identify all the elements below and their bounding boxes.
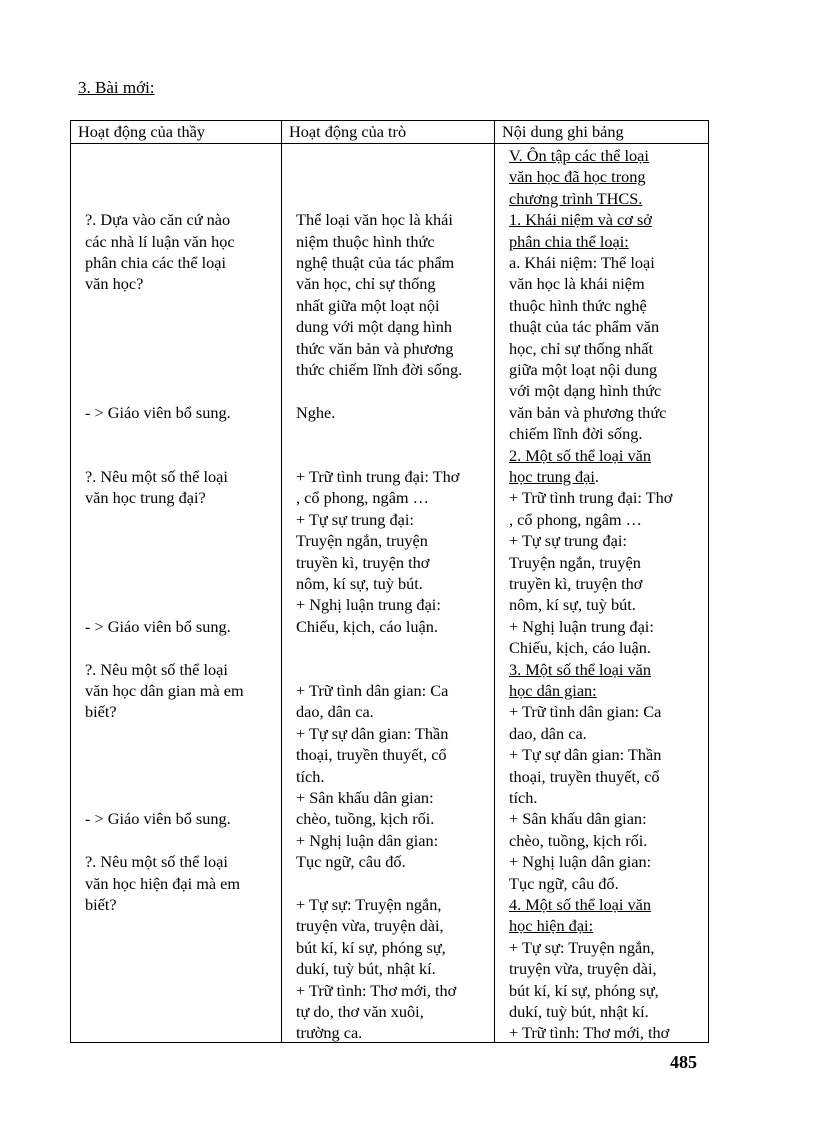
board-content-line bbox=[509, 209, 652, 230]
board-content-text: học dân gian: bbox=[509, 681, 597, 700]
board-content-text: nôm, kí sự, tuỳ bút. bbox=[509, 595, 636, 615]
student-activity-line bbox=[296, 680, 448, 701]
teacher-activity-line bbox=[85, 487, 206, 508]
board-content-text: phân chia thể loại: bbox=[509, 231, 629, 251]
student-activity-text: thức chiếm lĩnh đời sống. bbox=[296, 360, 463, 379]
student-activity-line bbox=[296, 209, 453, 230]
student-activity-text: + Nghị luận trung đại: bbox=[296, 595, 441, 615]
board-column bbox=[495, 144, 709, 1043]
student-activity-line bbox=[296, 338, 453, 359]
board-content-line bbox=[509, 530, 627, 551]
student-activity-text: tự do, thơ văn xuôi, bbox=[296, 1002, 424, 1021]
board-content-text: 3. Một số thể loại văn bbox=[509, 659, 651, 679]
board-content-text: văn học là khái niệm bbox=[509, 274, 645, 294]
student-activity-text: Nghe. bbox=[296, 402, 336, 422]
board-content-line bbox=[509, 487, 672, 508]
student-activity-line bbox=[296, 958, 436, 979]
board-content-text: học, chỉ sự thống nhất bbox=[509, 338, 654, 358]
student-activity-text: Tục ngữ, câu đố. bbox=[296, 852, 406, 872]
board-content-text: 1. Khái niệm và cơ sở bbox=[509, 210, 652, 230]
student-activity-text: niệm thuộc hình thức bbox=[296, 231, 435, 251]
student-activity-line bbox=[296, 851, 406, 872]
student-activity-text: + Tự sự trung đại: bbox=[296, 509, 414, 529]
student-activity-text: văn học, chỉ sự thống bbox=[296, 274, 436, 294]
board-content-text: + Trữ tình dân gian: Ca bbox=[509, 702, 662, 722]
teacher-activity-line bbox=[85, 231, 235, 252]
board-content-line bbox=[509, 744, 661, 765]
board-content-text: dukí, tuỳ bút, nhật kí. bbox=[509, 1002, 649, 1021]
section-heading: 3. Bài mới: bbox=[78, 78, 155, 97]
board-content-text: chiếm lĩnh đời sống. bbox=[509, 424, 643, 444]
header-student: Hoạt động của trò bbox=[282, 121, 495, 144]
board-content-line bbox=[509, 231, 629, 252]
student-activity-text: + Trữ tình dân gian: Ca bbox=[296, 681, 449, 700]
student-activity-text: + Nghị luận dân gian: bbox=[296, 830, 439, 850]
board-content-line bbox=[509, 316, 659, 337]
student-activity-text: tích. bbox=[296, 766, 325, 786]
student-activity-text: + Trữ tình trung đại: Thơ bbox=[296, 467, 460, 486]
board-content-line bbox=[509, 295, 647, 316]
student-activity-text: dukí, tuỳ bút, nhật kí. bbox=[296, 959, 436, 979]
student-activity-line bbox=[296, 295, 440, 316]
teacher-activity-text: ?. Nêu một số thể loại bbox=[85, 467, 228, 486]
board-content-line bbox=[509, 402, 666, 423]
board-content-text: thuộc hình thức nghệ bbox=[509, 295, 647, 315]
student-activity-text: , cổ phong, ngâm … bbox=[296, 488, 429, 508]
board-content-line bbox=[509, 466, 599, 487]
board-content-text: văn bản và phương thức bbox=[509, 402, 667, 422]
board-content-text: học hiện đại: bbox=[509, 916, 594, 936]
board-content-line bbox=[509, 616, 654, 637]
teacher-activity-text: - > Giáo viên bổ sung. bbox=[85, 616, 231, 636]
student-activity-text: + Trữ tình: Thơ mới, thơ bbox=[296, 980, 457, 1000]
board-content-line bbox=[509, 915, 593, 936]
board-content-line bbox=[509, 894, 651, 915]
student-activity-line bbox=[296, 402, 335, 423]
teacher-activity-text: biết? bbox=[85, 895, 117, 914]
teacher-activity-text: văn học hiện đại mà em bbox=[85, 873, 241, 893]
teacher-activity-text: - > Giáo viên bổ sung. bbox=[85, 809, 231, 829]
board-content-line bbox=[509, 423, 642, 444]
board-content-line bbox=[509, 766, 660, 787]
board-content-line bbox=[509, 787, 537, 808]
student-activity-text: dao, dân ca. bbox=[296, 702, 374, 722]
board-content-line bbox=[509, 1022, 669, 1043]
student-activity-text: Truyện ngắn, truyện bbox=[296, 531, 428, 551]
student-activity-line bbox=[296, 552, 429, 573]
board-content-line bbox=[509, 594, 636, 615]
teacher-activity-text: văn học? bbox=[85, 274, 144, 294]
teacher-activity-text: phân chia các thể loại bbox=[85, 253, 227, 272]
board-content-text: Truyện ngắn, truyện bbox=[509, 552, 641, 572]
board-content-line bbox=[509, 273, 645, 294]
board-content-line bbox=[509, 701, 661, 722]
board-content-line bbox=[509, 380, 661, 401]
board-content-line bbox=[509, 680, 597, 701]
teacher-activity-text: ?. Dựa vào căn cứ nào bbox=[85, 210, 231, 230]
teacher-activity-line bbox=[85, 209, 230, 230]
teacher-activity-line bbox=[85, 808, 231, 829]
board-content-line bbox=[509, 851, 651, 872]
board-content-text: truyện vừa, truyện dài, bbox=[509, 959, 657, 979]
board-content-text: thuật của tác phẩm văn bbox=[509, 317, 660, 337]
student-activity-text: bút kí, kí sự, phóng sự, bbox=[296, 937, 446, 957]
board-content-text: tích. bbox=[509, 788, 538, 807]
teacher-activity-line bbox=[85, 252, 226, 273]
teacher-activity-line bbox=[85, 273, 143, 294]
board-content-line bbox=[509, 188, 642, 209]
board-content-text: 4. Một số thể loại văn bbox=[509, 895, 651, 914]
teacher-activity-line bbox=[85, 616, 231, 637]
student-activity-line bbox=[296, 530, 428, 551]
board-content-line bbox=[509, 723, 587, 744]
student-column bbox=[282, 144, 495, 1043]
student-activity-text: + Tự sự: Truyện ngắn, bbox=[296, 895, 442, 914]
board-content-line bbox=[509, 958, 657, 979]
board-content-text: + Tự sự dân gian: Thần bbox=[509, 745, 662, 765]
teacher-activity-line bbox=[85, 402, 231, 423]
student-activity-text: truyện vừa, truyện dài, bbox=[296, 916, 444, 936]
board-content-text: truyền kì, truyện thơ bbox=[509, 574, 643, 593]
board-content-line bbox=[509, 338, 653, 359]
board-content-text: Tục ngữ, câu đố. bbox=[509, 873, 619, 893]
board-content-line bbox=[509, 937, 655, 958]
student-activity-text: trường ca. bbox=[296, 1023, 363, 1043]
board-content-text: giữa một loạt nội dung bbox=[509, 360, 658, 379]
board-content-line bbox=[509, 166, 646, 187]
student-activity-text: nôm, kí sự, tuỳ bút. bbox=[296, 574, 423, 593]
student-activity-line bbox=[296, 1022, 362, 1043]
student-activity-line bbox=[296, 594, 441, 615]
teacher-activity-line bbox=[85, 701, 117, 722]
board-content-line bbox=[509, 980, 659, 1001]
student-activity-line bbox=[296, 766, 324, 787]
board-content-text: + Nghị luận trung đại: bbox=[509, 616, 654, 636]
board-content-line bbox=[509, 573, 642, 594]
board-content-line bbox=[509, 659, 651, 680]
teacher-activity-line bbox=[85, 659, 228, 680]
student-activity-line bbox=[296, 616, 438, 637]
board-content-line bbox=[509, 873, 619, 894]
teacher-activity-text: ?. Nêu một số thể loại bbox=[85, 852, 228, 872]
board-content-text: + Nghị luận dân gian: bbox=[509, 852, 652, 872]
student-activity-line bbox=[296, 830, 438, 851]
student-activity-text: thức văn bản và phương bbox=[296, 338, 454, 358]
board-content-text: học trung đại bbox=[509, 467, 595, 486]
student-activity-text: nhất giữa một loạt nội bbox=[296, 295, 440, 315]
board-content-line bbox=[509, 637, 651, 658]
board-content-text: , cổ phong, ngâm … bbox=[509, 509, 642, 529]
teacher-activity-line bbox=[85, 466, 228, 487]
student-activity-text: + Tự sự dân gian: Thần bbox=[296, 723, 449, 743]
student-activity-text: + Sân khấu dân gian: bbox=[296, 788, 434, 807]
board-content-text: 2. Một số thể loại văn bbox=[509, 445, 651, 465]
board-content-line bbox=[509, 830, 647, 851]
board-content-text: chèo, tuồng, kịch rối. bbox=[509, 830, 648, 850]
board-content-text: + Tự sự trung đại: bbox=[509, 531, 627, 551]
teacher-activity-line bbox=[85, 894, 117, 915]
board-content-text: + Trữ tình: Thơ mới, thơ bbox=[509, 1023, 670, 1043]
student-activity-text: Chiếu, kịch, cáo luận. bbox=[296, 616, 438, 636]
teacher-activity-text: ?. Nêu một số thể loại bbox=[85, 659, 228, 679]
student-activity-line bbox=[296, 701, 374, 722]
student-activity-line bbox=[296, 359, 462, 380]
teacher-activity-text: các nhà lí luận văn học bbox=[85, 231, 235, 251]
board-content-text: a. Khái niệm: Thể loại bbox=[509, 253, 655, 272]
header-teacher: Hoạt động của thầy bbox=[71, 121, 282, 144]
student-activity-line bbox=[296, 937, 446, 958]
student-activity-line bbox=[296, 487, 429, 508]
student-activity-line bbox=[296, 466, 459, 487]
student-activity-text: truyền kì, truyện thơ bbox=[296, 552, 430, 572]
teacher-activity-text: - > Giáo viên bổ sung. bbox=[85, 402, 231, 422]
student-activity-line bbox=[296, 252, 454, 273]
board-content-line bbox=[509, 1001, 649, 1022]
board-content-text: + Trữ tình trung đại: Thơ bbox=[509, 488, 673, 508]
table-header-row bbox=[71, 121, 709, 144]
student-activity-line bbox=[296, 787, 434, 808]
board-content-line bbox=[509, 252, 655, 273]
student-activity-line bbox=[296, 723, 448, 744]
board-content-text: bút kí, kí sự, phóng sự, bbox=[509, 980, 659, 1000]
board-content-text: với một dạng hình thức bbox=[509, 381, 662, 401]
student-activity-line bbox=[296, 231, 435, 252]
student-activity-line bbox=[296, 915, 444, 936]
student-activity-line bbox=[296, 980, 456, 1001]
teacher-activity-text: biết? bbox=[85, 702, 117, 722]
teacher-activity-line bbox=[85, 873, 240, 894]
lesson-table bbox=[70, 120, 709, 1043]
page-number: 485 bbox=[670, 1052, 697, 1072]
student-activity-line bbox=[296, 894, 442, 915]
board-content-text: V. Ôn tập các thể loại bbox=[509, 146, 649, 165]
student-activity-line bbox=[296, 509, 414, 530]
teacher-activity-text: văn học dân gian mà em bbox=[85, 681, 244, 700]
board-content-text: + Sân khấu dân gian: bbox=[509, 809, 647, 829]
header-board: Nội dung ghi bảng bbox=[495, 121, 709, 144]
board-content-line bbox=[509, 552, 641, 573]
student-activity-text: chèo, tuồng, kịch rối. bbox=[296, 809, 435, 829]
board-content-text: văn học đã học trong bbox=[509, 167, 646, 187]
board-content-text-suffix: . bbox=[594, 467, 599, 486]
table-body-row bbox=[71, 144, 709, 1043]
board-content-text: + Tự sự: Truyện ngắn, bbox=[509, 937, 655, 957]
student-activity-text: thoại, truyền thuyết, cổ bbox=[296, 745, 447, 765]
student-activity-line bbox=[296, 573, 423, 594]
teacher-column bbox=[71, 144, 282, 1043]
student-activity-line bbox=[296, 808, 434, 829]
student-activity-text: Thể loại văn học là khái bbox=[296, 210, 453, 230]
board-content-line bbox=[509, 509, 642, 530]
teacher-activity-line bbox=[85, 680, 244, 701]
board-content-text: thoại, truyền thuyết, cổ bbox=[509, 766, 660, 786]
student-activity-line bbox=[296, 316, 452, 337]
board-content-text: dao, dân ca. bbox=[509, 723, 587, 743]
board-content-line bbox=[509, 359, 657, 380]
teacher-activity-text: văn học trung đại? bbox=[85, 488, 206, 508]
student-activity-line bbox=[296, 273, 436, 294]
student-activity-line bbox=[296, 744, 447, 765]
teacher-activity-line bbox=[85, 851, 228, 872]
board-content-line bbox=[509, 145, 649, 166]
student-activity-text: nghệ thuật của tác phẩm bbox=[296, 253, 455, 272]
board-content-text: Chiếu, kịch, cáo luận. bbox=[509, 638, 651, 658]
board-content-text: chương trình THCS. bbox=[509, 188, 643, 208]
board-content-line bbox=[509, 808, 647, 829]
student-activity-line bbox=[296, 1001, 424, 1022]
student-activity-text: dung với một dạng hình bbox=[296, 317, 453, 337]
board-content-line bbox=[509, 445, 651, 466]
